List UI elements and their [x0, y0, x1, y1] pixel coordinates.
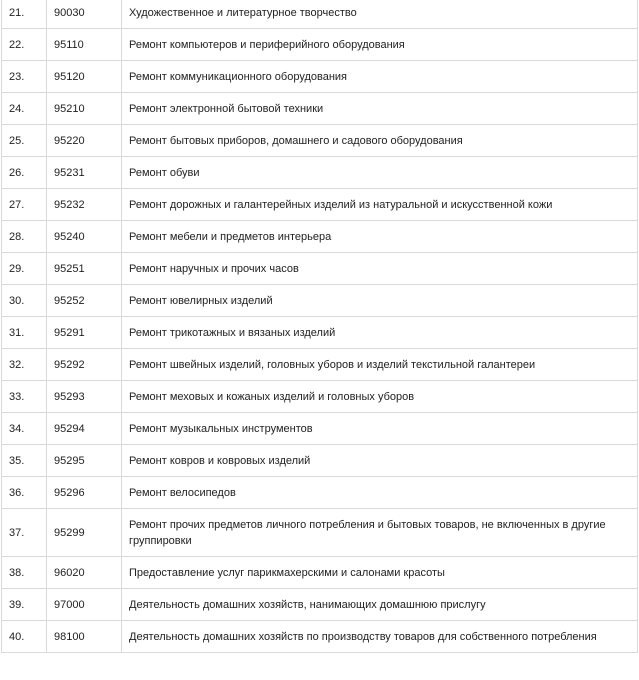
okved-code: 90030 [47, 0, 122, 29]
table-row [2, 253, 638, 285]
activity-name: Деятельность домашних хозяйств по производству товаров для собственного потребления [122, 621, 638, 653]
okved-table-body [2, 0, 638, 653]
row-number: 27. [2, 189, 47, 221]
activity-name: Ремонт ковров и ковровых изделий [122, 445, 638, 477]
row-number: 23. [2, 61, 47, 93]
row-number: 29. [2, 253, 47, 285]
row-number: 39. [2, 589, 47, 621]
row-number: 28. [2, 221, 47, 253]
activity-name: Ремонт электронной бытовой техники [122, 93, 638, 125]
activity-name: Ремонт прочих предметов личного потребления и бытовых товаров, не включенных в другие группировки [122, 509, 638, 557]
table-row [2, 349, 638, 381]
okved-code: 95210 [47, 93, 122, 125]
table-row [2, 221, 638, 253]
table-row [2, 93, 638, 125]
activity-name: Ремонт швейных изделий, головных уборов и изделий текстильной галантереи [122, 349, 638, 381]
activity-name: Деятельность домашних хозяйств, нанимающих домашнюю прислугу [122, 589, 638, 621]
table-row [2, 621, 638, 653]
table-row [2, 509, 638, 557]
activity-name: Ремонт велосипедов [122, 477, 638, 509]
okved-code: 95293 [47, 381, 122, 413]
table-row [2, 477, 638, 509]
row-number: 37. [2, 509, 47, 557]
row-number: 22. [2, 29, 47, 61]
table-row [2, 0, 638, 29]
okved-code: 95252 [47, 285, 122, 317]
table-row [2, 317, 638, 349]
row-number: 34. [2, 413, 47, 445]
activity-name: Ремонт мебели и предметов интерьера [122, 221, 638, 253]
row-number: 32. [2, 349, 47, 381]
row-number: 25. [2, 125, 47, 157]
okved-code: 95251 [47, 253, 122, 285]
row-number: 30. [2, 285, 47, 317]
okved-code: 95294 [47, 413, 122, 445]
okved-code: 98100 [47, 621, 122, 653]
okved-code: 95232 [47, 189, 122, 221]
activity-name: Ремонт наручных и прочих часов [122, 253, 638, 285]
okved-table [1, 0, 638, 653]
activity-name: Ремонт обуви [122, 157, 638, 189]
row-number: 26. [2, 157, 47, 189]
okved-code: 95291 [47, 317, 122, 349]
okved-code: 95295 [47, 445, 122, 477]
row-number: 35. [2, 445, 47, 477]
okved-code: 97000 [47, 589, 122, 621]
okved-code: 95231 [47, 157, 122, 189]
table-row [2, 29, 638, 61]
okved-code: 95299 [47, 509, 122, 557]
table-row [2, 157, 638, 189]
row-number: 24. [2, 93, 47, 125]
okved-code: 95296 [47, 477, 122, 509]
okved-code: 95220 [47, 125, 122, 157]
activity-name: Ремонт компьютеров и периферийного оборудования [122, 29, 638, 61]
row-number: 31. [2, 317, 47, 349]
activity-name: Ремонт ювелирных изделий [122, 285, 638, 317]
activity-name: Ремонт музыкальных инструментов [122, 413, 638, 445]
activity-name: Ремонт трикотажных и вязаных изделий [122, 317, 638, 349]
table-row [2, 285, 638, 317]
row-number: 21. [2, 0, 47, 29]
activity-name: Предоставление услуг парикмахерскими и салонами красоты [122, 557, 638, 589]
row-number: 33. [2, 381, 47, 413]
table-row [2, 189, 638, 221]
table-row [2, 557, 638, 589]
table-row [2, 381, 638, 413]
activity-name: Ремонт бытовых приборов, домашнего и садового оборудования [122, 125, 638, 157]
row-number: 36. [2, 477, 47, 509]
activity-name: Художественное и литературное творчество [122, 0, 638, 29]
row-number: 40. [2, 621, 47, 653]
okved-code: 96020 [47, 557, 122, 589]
okved-code: 95110 [47, 29, 122, 61]
table-row [2, 413, 638, 445]
okved-code: 95292 [47, 349, 122, 381]
activity-name: Ремонт дорожных и галантерейных изделий из натуральной и искусственной кожи [122, 189, 638, 221]
okved-code: 95120 [47, 61, 122, 93]
table-row [2, 61, 638, 93]
table-row [2, 589, 638, 621]
activity-name: Ремонт коммуникационного оборудования [122, 61, 638, 93]
okved-code: 95240 [47, 221, 122, 253]
table-row [2, 125, 638, 157]
table-row [2, 445, 638, 477]
activity-name: Ремонт меховых и кожаных изделий и головных уборов [122, 381, 638, 413]
row-number: 38. [2, 557, 47, 589]
